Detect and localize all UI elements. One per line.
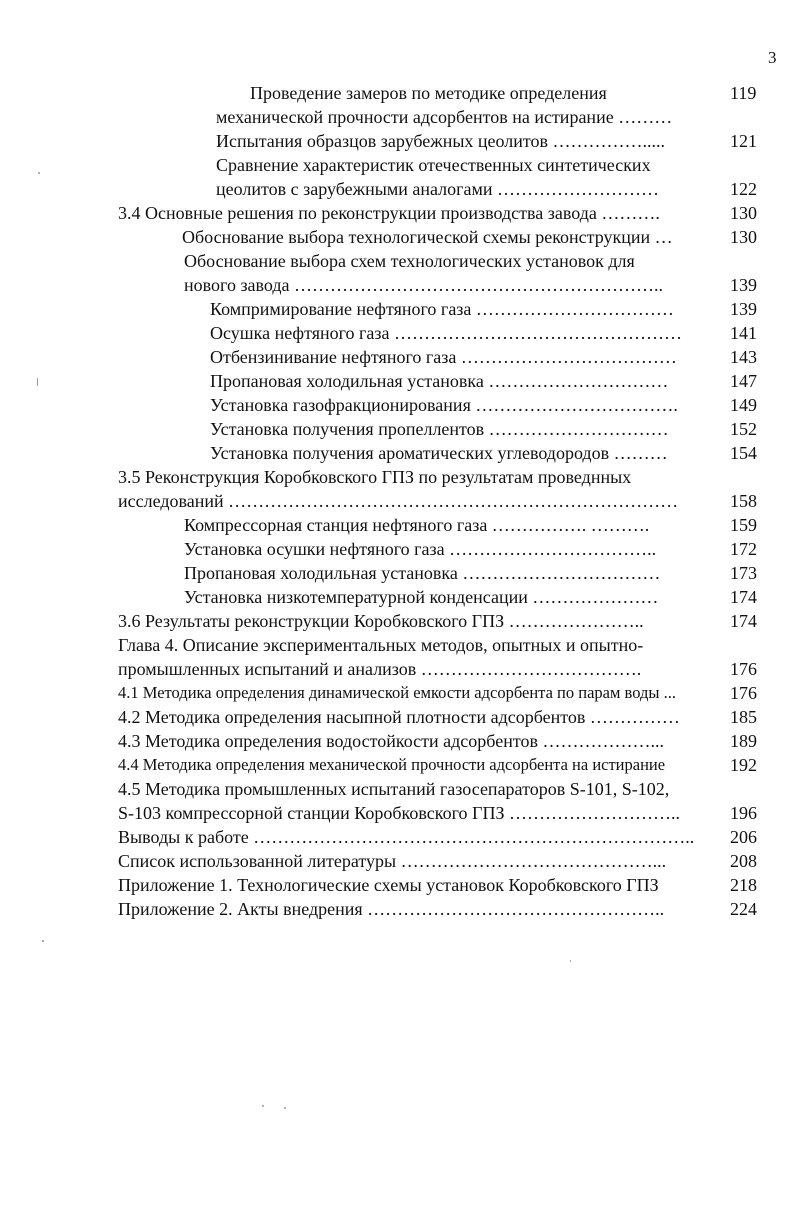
toc-entry: Установка низкотемпературной конденсации ………………… <box>184 587 659 607</box>
toc-page: 158 <box>730 491 757 511</box>
scan-speck <box>37 378 38 386</box>
toc-page: 206 <box>730 827 757 847</box>
toc-entry: Обоснование выбора технологической схемы реконструкции … <box>182 227 673 247</box>
scan-speck <box>284 1107 286 1109</box>
toc-entry: цеолитов с зарубежными аналогами ……………………… <box>216 179 659 199</box>
toc-entry: Компрессорная станция нефтяного газа ……………. ………. <box>184 515 650 535</box>
toc-entry: Пропановая холодильная установка ………………………… <box>210 371 669 391</box>
toc-page: 139 <box>730 299 757 319</box>
toc-entry: промышленных испытаний и анализов ………………………………. <box>118 659 642 679</box>
toc-page: 172 <box>730 539 757 559</box>
toc-entry: Приложение 2. Акты внедрения ………………………………………….. <box>118 899 665 919</box>
toc-page: 139 <box>730 275 757 295</box>
toc-page: 119 <box>730 83 757 103</box>
toc-entry: Приложение 1. Технологические схемы установок Коробковского ГПЗ <box>118 875 659 895</box>
toc-entry: исследований ………………………………………………………………… <box>118 491 679 511</box>
toc-entry: 3.5 Реконструкция Коробковского ГПЗ по результатам проведнных <box>118 467 632 487</box>
toc-entry: 3.6 Результаты реконструкции Коробковского ГПЗ ………………….. <box>118 611 644 631</box>
toc-page: 176 <box>730 683 757 703</box>
toc-page: 192 <box>730 755 757 775</box>
scan-speck <box>38 172 40 174</box>
toc-page: 196 <box>730 803 757 823</box>
toc-entry: Глава 4. Описание экспериментальных методов, опытных и опытно- <box>118 635 644 655</box>
toc-entry: Проведение замеров по методике определения <box>250 83 607 103</box>
toc-page: 208 <box>730 851 757 871</box>
toc-entry: 4.3 Методика определения водостойкости адсорбентов ………………... <box>118 731 664 751</box>
toc-entry: 4.4 Методика определения механической прочности адсорбента на истирание <box>118 755 666 774</box>
toc-page: 224 <box>730 899 757 919</box>
scan-speck <box>42 940 44 942</box>
toc-page: 149 <box>730 395 757 415</box>
toc-entry: Сравнение характеристик отечественных синтетических <box>216 155 651 175</box>
page-number: 3 <box>768 48 777 67</box>
toc-entry: Обоснование выбора схем технологических установок для <box>184 251 635 271</box>
toc-page: 176 <box>730 659 757 679</box>
toc-page: 173 <box>730 563 757 583</box>
toc-entry: Установка получения пропеллентов ………………………… <box>210 419 669 439</box>
toc-page: 121 <box>730 131 757 151</box>
toc-page: 143 <box>730 347 757 367</box>
toc-entry: 4.1 Методика определения динамической емкости адсорбента по парам воды ... <box>118 683 676 702</box>
toc-entry: 4.5 Методика промышленных испытаний газосепараторов S-101, S-102, <box>118 779 670 799</box>
toc-page: 130 <box>730 227 757 247</box>
toc-entry: механической прочности адсорбентов на истирание ……… <box>216 107 673 127</box>
toc-page: 174 <box>730 587 757 607</box>
toc-page: 159 <box>730 515 757 535</box>
toc-entry: Пропановая холодильная установка …………………………… <box>184 563 661 583</box>
toc-page: 122 <box>730 179 757 199</box>
toc-entry: Установка осушки нефтяного газа …………………………….. <box>184 539 657 559</box>
toc-entry: S-103 компрессорной станции Коробковского ГПЗ ……………………….. <box>118 803 680 823</box>
toc-entry: Отбензинивание нефтяного газа ……………………………… <box>210 347 677 367</box>
toc-entry: 3.4 Основные решения по реконструкции производства завода ………. <box>118 203 660 223</box>
toc-entry: Установка газофракционирования ……………………………. <box>210 395 678 415</box>
scan-speck <box>262 1105 264 1107</box>
toc-page: 147 <box>730 371 757 391</box>
toc-page: 174 <box>730 611 757 631</box>
toc-page: 154 <box>730 443 757 463</box>
toc-entry: Список использованной литературы ……………………………………... <box>118 851 667 871</box>
toc-page: 218 <box>730 875 757 895</box>
toc-entry: Установка получения ароматических углеводородов ……… <box>210 443 668 463</box>
toc-entry: 4.2 Методика определения насыпной плотности адсорбентов …………… <box>118 707 680 727</box>
toc-page: 130 <box>730 203 757 223</box>
toc-page: 185 <box>730 707 757 727</box>
toc-entry: Выводы к работе ……………………………………………………………….. <box>118 827 695 847</box>
scan-speck <box>570 960 571 962</box>
toc-page: 141 <box>730 323 757 343</box>
toc-page: 189 <box>730 731 757 751</box>
toc-entry: Испытания образцов зарубежных цеолитов ……………..... <box>216 131 666 151</box>
toc-entry: Компримирование нефтяного газа …………………………… <box>210 299 674 319</box>
toc-entry: нового завода …………………………………………………….. <box>184 275 664 295</box>
toc-entry: Осушка нефтяного газа ………………………………………… <box>210 323 683 343</box>
toc-page: 152 <box>730 419 757 439</box>
